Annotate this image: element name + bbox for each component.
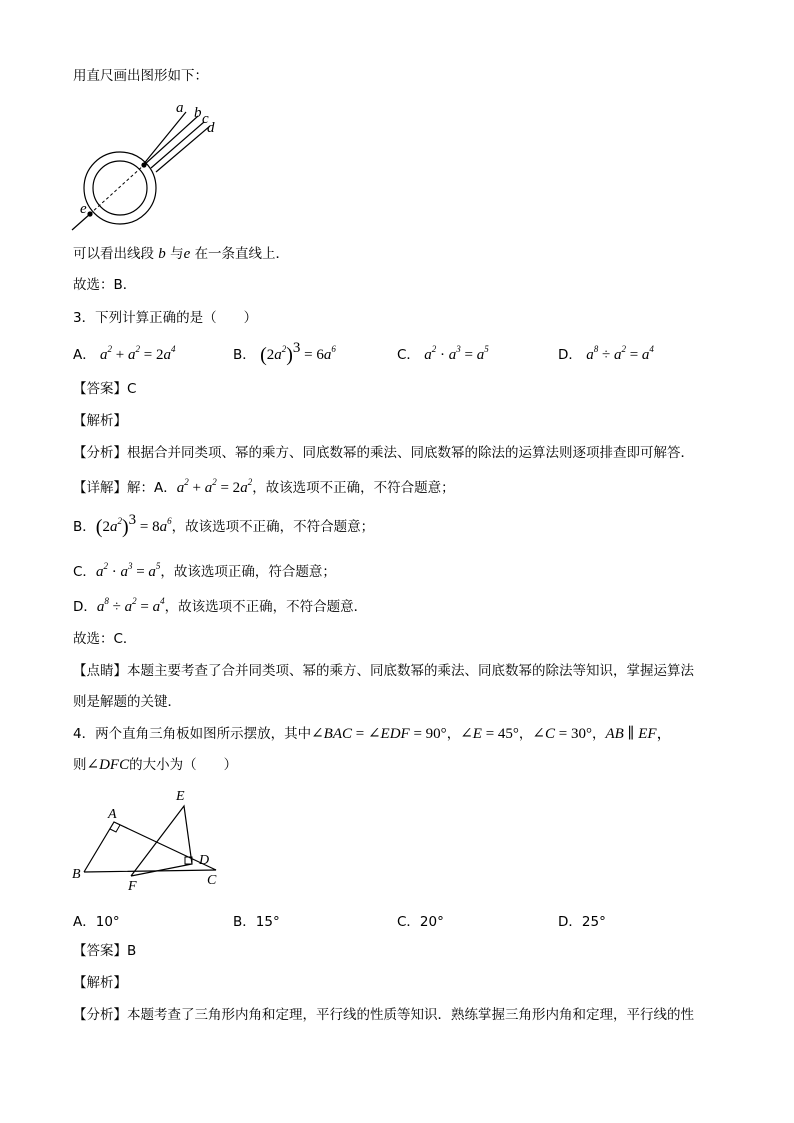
q4-fenxi: 【分析】本题考查了三角形内角和定理，平行线的性质等知识．熟练掌握三角形内角和定理，平行线的性 — [73, 1007, 694, 1023]
label-F: F — [128, 879, 137, 894]
label-E: E — [176, 789, 185, 804]
q3-option-a: A． $a^2 + a^2 = 2a^4$ — [73, 344, 176, 363]
q3-option-b: B． $(2a^2)^3 = 6a^6$ — [233, 340, 336, 366]
label-d: d — [207, 120, 215, 136]
label-A: A — [108, 807, 117, 822]
q4-option-d: D．25° — [558, 914, 606, 930]
q4-option-c: C．20° — [397, 914, 444, 930]
label-B: B — [72, 867, 81, 882]
q3-detail-c: C．$a^2 \cdot a^3 = a^5$，故该选项正确，符合题意； — [73, 561, 336, 580]
q3-option-d: D． $a^8 \div a^2 = a^4$ — [558, 344, 654, 363]
q4-answer: 【答案】B — [73, 943, 137, 959]
q3-detail-d: D．$a^8 \div a^2 = a^4$，故该选项不正确，不符合题意． — [73, 596, 368, 615]
triangle-def — [131, 806, 192, 876]
line-b — [144, 116, 198, 165]
q3-detail-b: B．$(2a^2)^3 = 8a^6$，故该选项不正确，不符合题意； — [73, 512, 375, 538]
line-a — [142, 112, 186, 166]
q3-options — [73, 340, 753, 366]
label-b: b — [194, 105, 202, 121]
q3-stem: 3．下列计算正确的是（ ） — [73, 310, 258, 326]
q4-option-b: B．15° — [233, 914, 280, 930]
q3-analysis-tag: 【解析】 — [73, 413, 127, 429]
q4-stem-1: 4．两个直角三角板如图所示摆放，其中∠BAC = ∠EDF = 90°，∠E = 45°，∠C = 30°，AB ∥ EF， — [73, 726, 672, 742]
q3-option-c: C． $a^2 \cdot a^3 = a^5$ — [397, 344, 489, 363]
q3-answer: 【答案】C — [73, 381, 137, 397]
q3-fenxi: 【分析】根据合并同类项、幂的乘方、同底数幂的乘法、同底数幂的除法的运算法则逐项排查即可解答． — [73, 445, 694, 461]
figure-triangles — [66, 784, 236, 896]
q3-detail-a: 【详解】解：A．$a^2 + a^2 = 2a^2$，故该选项不正确，不符合题意； — [73, 477, 455, 496]
figure-ring-lines — [68, 100, 238, 240]
select-prev: 故选：B． — [73, 277, 137, 293]
q3-select: 故选：C． — [73, 631, 137, 647]
q4-analysis-tag: 【解析】 — [73, 975, 127, 991]
triangle-abc — [84, 822, 216, 872]
label-a: a — [176, 100, 184, 116]
point-e — [87, 211, 92, 216]
q4-option-a: A．10° — [73, 914, 120, 930]
intro-text: 用直尺画出图形如下： — [73, 68, 208, 84]
q4-stem-2: 则∠DFC的大小为（ ） — [73, 757, 238, 773]
label-D: D — [199, 853, 210, 868]
label-C: C — [207, 873, 217, 888]
q4-options — [73, 910, 753, 930]
point-b — [141, 162, 146, 167]
q3-dianjing-2: 则是解题的关键． — [73, 694, 181, 710]
conclusion-line: 可以看出线段 b 与e 在一条直线上． — [73, 246, 290, 262]
line-d — [156, 126, 210, 172]
label-e: e — [80, 201, 87, 217]
q3-dianjing-1: 【点睛】本题主要考查了合并同类项、幂的乘方、同底数幂的乘法、同底数幂的除法等知识，掌握运算法 — [73, 663, 694, 679]
label-c: c — [202, 111, 209, 127]
